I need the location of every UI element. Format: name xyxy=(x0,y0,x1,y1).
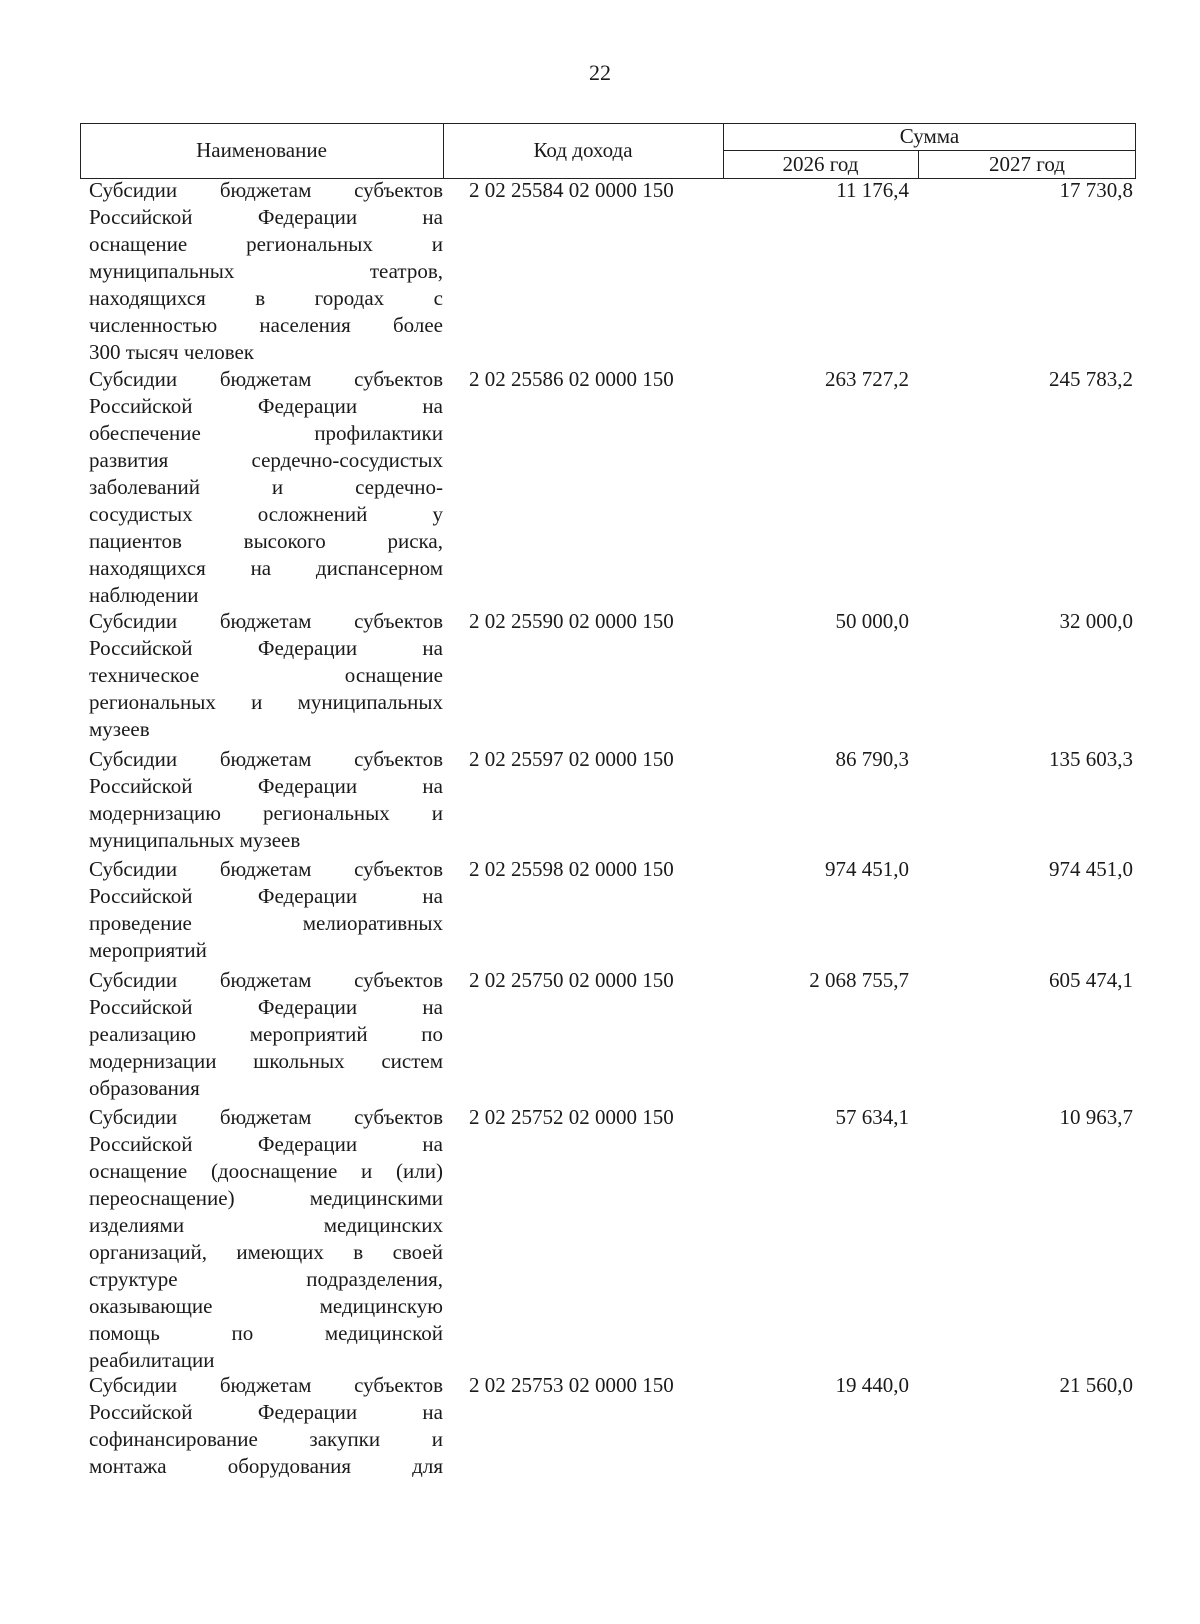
table-header xyxy=(80,123,1138,179)
row-value-2027: 21 560,0 xyxy=(1059,1373,1133,1397)
row-code: 2 02 25586 02 0000 150 xyxy=(469,367,674,391)
row-value-2027: 974 451,0 xyxy=(1049,857,1133,881)
row-value-2027: 605 474,1 xyxy=(1049,968,1133,992)
row-name: Субсидии бюджетам субъектов Российской Федерации на софинансирование закупки и монтажа оборудования для xyxy=(89,1373,443,1478)
header-year-2027: 2027 год xyxy=(989,152,1065,176)
row-value-2026: 50 000,0 xyxy=(835,609,909,633)
header-code: Код дохода xyxy=(533,138,633,162)
row-value-2026: 974 451,0 xyxy=(825,857,909,881)
row-code: 2 02 25752 02 0000 150 xyxy=(469,1105,674,1129)
row-value-2026: 86 790,3 xyxy=(835,747,909,771)
row-name: Субсидии бюджетам субъектов Российской Федерации на техническое оснащение региональных и муниципальных музеев xyxy=(89,609,443,741)
row-code: 2 02 25598 02 0000 150 xyxy=(469,857,674,881)
page-number: 22 xyxy=(589,60,611,85)
row-value-2026: 263 727,2 xyxy=(825,367,909,391)
row-value-2027: 10 963,7 xyxy=(1059,1105,1133,1129)
header-sum: Сумма xyxy=(899,124,960,148)
row-value-2026: 11 176,4 xyxy=(836,178,909,202)
row-value-2027: 17 730,8 xyxy=(1059,178,1133,202)
row-code: 2 02 25597 02 0000 150 xyxy=(469,747,674,771)
row-value-2026: 57 634,1 xyxy=(835,1105,909,1129)
row-code: 2 02 25750 02 0000 150 xyxy=(469,968,674,992)
row-code: 2 02 25753 02 0000 150 xyxy=(469,1373,674,1397)
row-name: Субсидии бюджетам субъектов Российской Федерации на модернизацию региональных и муниципальных музеев xyxy=(89,747,443,852)
row-name: Субсидии бюджетам субъектов Российской Федерации на оснащение региональных и муниципальных театров, находящихся в городах с численностью населения более 300 тысяч человек xyxy=(89,178,443,364)
row-value-2027: 245 783,2 xyxy=(1049,367,1133,391)
row-name: Субсидии бюджетам субъектов Российской Федерации на проведение мелиоративных мероприятий xyxy=(89,857,443,962)
row-value-2026: 2 068 755,7 xyxy=(809,968,909,992)
row-value-2027: 32 000,0 xyxy=(1059,609,1133,633)
header-name: Наименование xyxy=(196,138,327,162)
row-code: 2 02 25584 02 0000 150 xyxy=(469,178,674,202)
row-value-2027: 135 603,3 xyxy=(1049,747,1133,771)
row-name: Субсидии бюджетам субъектов Российской Федерации на обеспечение профилактики развития сердечно-сосудистых заболеваний и сердечно- сосудистых осложнений у пациентов высокого риска, находящихся на диспансерном наблюдении xyxy=(89,367,443,607)
row-name: Субсидии бюджетам субъектов Российской Федерации на реализацию мероприятий по модернизации школьных систем образования xyxy=(89,968,443,1100)
row-name: Субсидии бюджетам субъектов Российской Федерации на оснащение (дооснащение и (или) переоснащение) медицинскими изделиями медицинских организаций, имеющих в своей структуре подразделения, оказывающие медицинскую помощь по медицинской реабилитации xyxy=(89,1105,443,1372)
row-value-2026: 19 440,0 xyxy=(835,1373,909,1397)
header-year-2026: 2026 год xyxy=(782,152,859,176)
row-code: 2 02 25590 02 0000 150 xyxy=(469,609,674,633)
